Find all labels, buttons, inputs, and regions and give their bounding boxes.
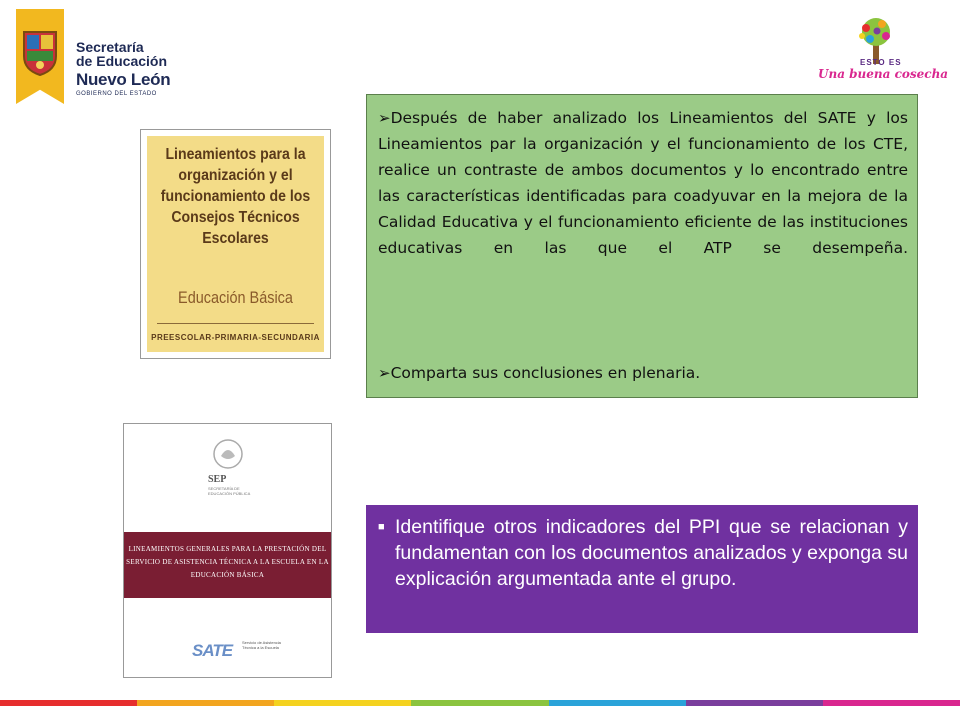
instruction-paragraph-1 (378, 105, 908, 261)
list-item (375, 514, 908, 592)
logo-line-4: GOBIERNO DEL ESTADO (76, 91, 157, 97)
cover-background (147, 136, 324, 352)
national-emblem-icon (211, 438, 245, 470)
stripe-segment (823, 700, 960, 706)
stripe-segment (0, 700, 137, 706)
logo-line-3: Nuevo León (76, 70, 171, 89)
logo-line-1: Secretaría (76, 39, 144, 55)
cover-divider (157, 323, 314, 324)
cover-title: Lineamientos para la organización y el funcionamiento de los Consejos Técnicos Escolares (160, 146, 311, 247)
instruction-paragraph-2 (378, 362, 908, 384)
purple-item-text: Identifique otros indicadores del PPI que se relacionan y fundamentan con los documentos analizados y exponga su explicación argumentada ante el grupo. (395, 516, 908, 590)
esto-es-label: ESTO ES (860, 58, 902, 67)
arrow-bullet-icon: ➢ (378, 364, 391, 382)
bottom-color-stripe (0, 700, 960, 706)
stripe-segment (274, 700, 411, 706)
arrow-bullet-icon: ➢ (378, 109, 391, 127)
paragraph-2-text: Comparta sus conclusiones en plenaria. (390, 364, 701, 382)
instruction-box-purple (366, 505, 918, 633)
sep-label: SEP (208, 474, 227, 485)
cover-title-band (124, 532, 331, 598)
sate-guidelines-cover (123, 423, 332, 678)
coat-of-arms-icon (21, 30, 59, 76)
secretaria-logo-text (76, 40, 170, 97)
sate-logo-subtitle: Servicio de Asistencia Técnica a la Escuela (242, 640, 281, 650)
stripe-segment (411, 700, 548, 706)
instruction-box-green (366, 94, 918, 398)
square-bullet-icon: ■ (378, 521, 385, 533)
logo-line-2: de Educación (76, 53, 168, 69)
purple-list (375, 514, 908, 592)
stripe-segment (686, 700, 823, 706)
cover-footer: PREESCOLAR-PRIMARIA-SECUNDARIA (151, 333, 320, 342)
cover-subtitle: Educación Básica (178, 288, 293, 307)
paragraph-1-text: Después de haber analizado los Lineamientos del SATE y los Lineamientos par la organización y el funcionamiento de los CTE, realice un contraste de ambos documentos y lo encontrado entre las características identificadas para coadyuvar en la mejora de la Calidad Educativa y el funcionamiento eficiente de las instituciones educativas en las que el ATP se desempeña. (378, 109, 908, 257)
buena-cosecha-label: Una buena cosecha (818, 67, 949, 81)
cte-guidelines-cover (140, 129, 331, 359)
sate-cover-title: LINEAMIENTOS GENERALES PARA LA PRESTACIÓN DEL SERVICIO DE ASISTENCIA TÉCNICA A LA ESCUELA EN LA EDUCACIÓN BÁSICA (126, 545, 329, 579)
stripe-segment (137, 700, 274, 706)
sate-logo: SATE (192, 641, 233, 660)
sep-sublabel: SECRETARÍA DE EDUCACIÓN PÚBLICA (208, 486, 251, 496)
stripe-segment (549, 700, 686, 706)
